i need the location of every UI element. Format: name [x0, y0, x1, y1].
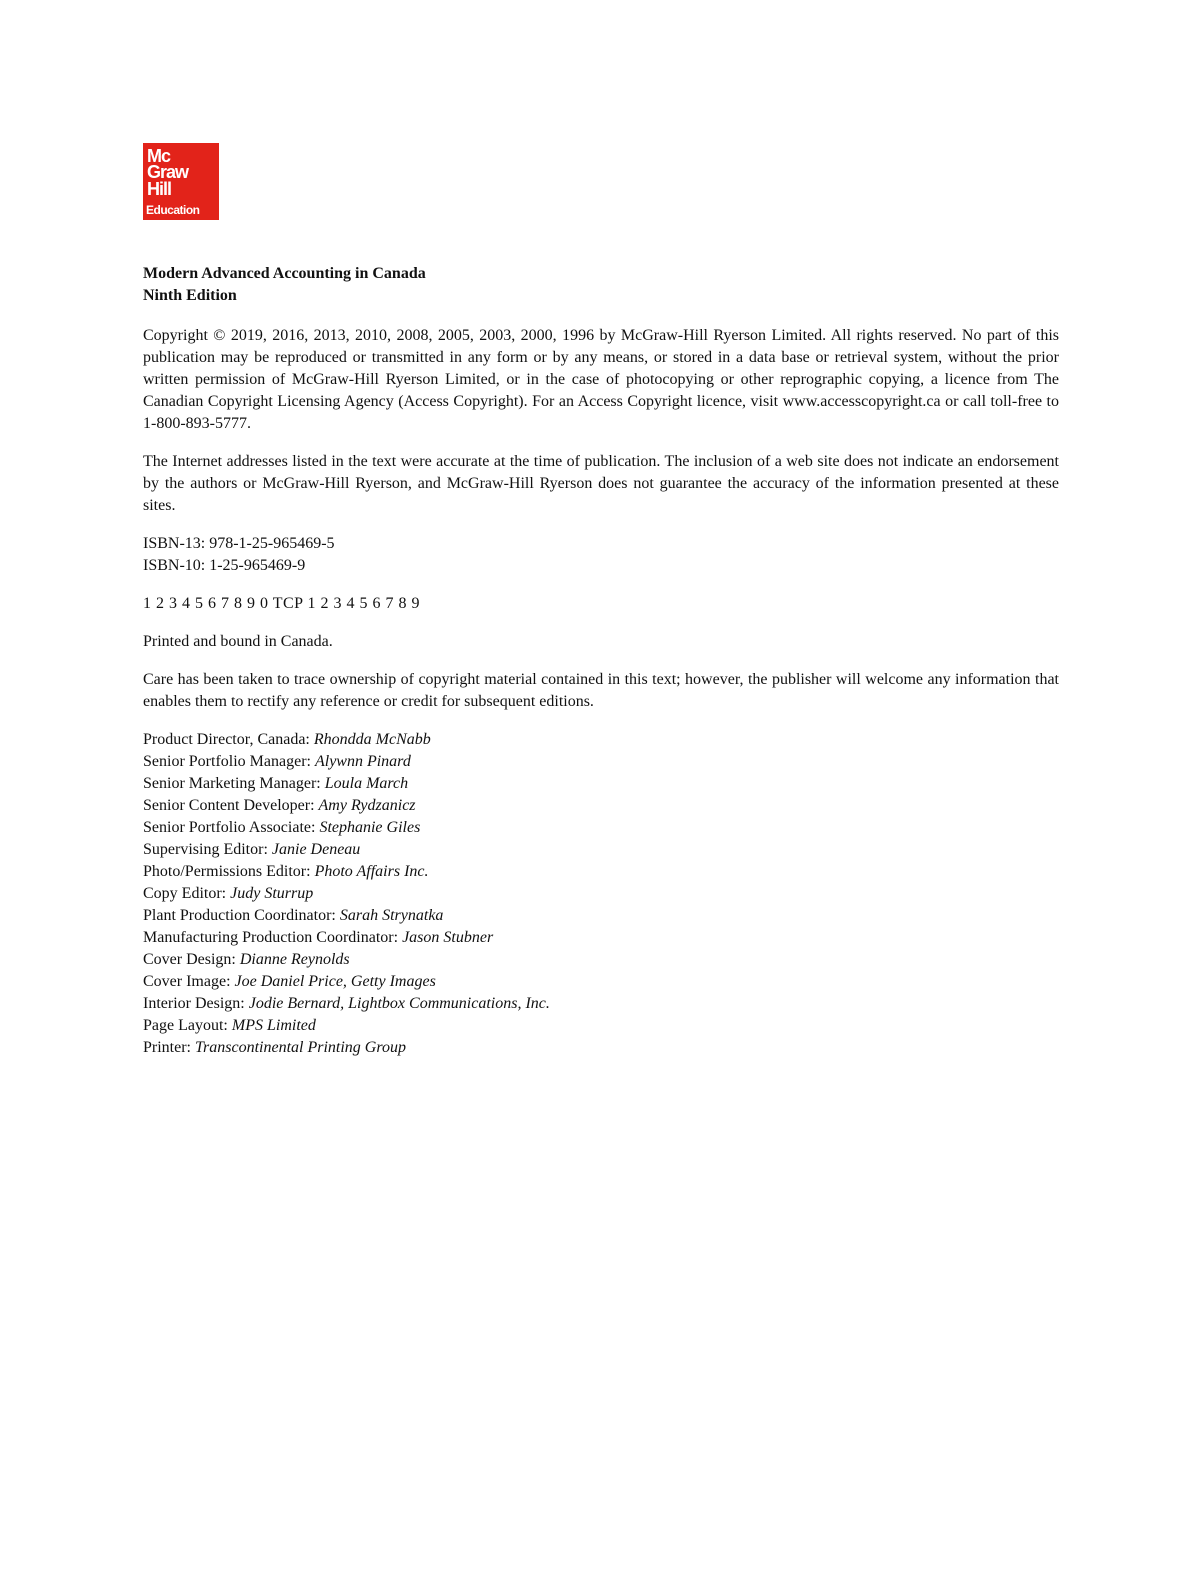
logo-line-3: Hill — [147, 179, 172, 199]
publisher-logo — [143, 143, 219, 220]
credit-role: Cover Design: — [143, 951, 240, 968]
credit-role: Senior Portfolio Manager: — [143, 753, 315, 770]
credit-line — [143, 861, 1059, 883]
credit-line — [143, 817, 1059, 839]
isbn-block — [143, 533, 1059, 577]
credit-line — [143, 1037, 1059, 1059]
credit-line — [143, 751, 1059, 773]
credit-role: Senior Content Developer: — [143, 797, 319, 814]
credit-role: Page Layout: — [143, 1017, 232, 1034]
credit-line — [143, 729, 1059, 751]
credit-role: Copy Editor: — [143, 885, 231, 902]
credit-line — [143, 927, 1059, 949]
credit-line — [143, 839, 1059, 861]
book-edition: Ninth Edition — [143, 287, 237, 304]
logo-line-2: Graw — [147, 162, 189, 182]
credit-name: MPS Limited — [231, 1017, 316, 1034]
credit-name: Joe Daniel Price, Getty Images — [234, 973, 436, 990]
copyright-paragraph: Copyright © 2019, 2016, 2013, 2010, 2008, 2005, 2003, 2000, 1996 by McGraw-Hill Ryerson Limited. All rights reserved. No part of this publication may be reproduced or transmitted in any form or by any means, or stored in a data base or retrieval system, without the prior written permission of McGraw-Hill Ryerson Limited, or in the case of photocopying or other reprographic copying, a licence from The Canadian Copyright Licensing Agency (Access Copyright). For an Access Copyright licence, visit www.accesscopyright.ca or call toll-free to 1-800-893-5777. — [143, 327, 1059, 432]
isbn-10: ISBN-10: 1-25-965469-9 — [143, 557, 306, 574]
credit-line — [143, 949, 1059, 971]
printed-in: Printed and bound in Canada. — [143, 633, 333, 650]
credit-name: Judy Sturrup — [230, 885, 314, 902]
isbn-13: ISBN-13: 978-1-25-965469-5 — [143, 535, 335, 552]
credit-line — [143, 971, 1059, 993]
credit-line — [143, 905, 1059, 927]
credit-name: Sarah Strynatka — [339, 907, 444, 924]
credit-name: Stephanie Giles — [319, 819, 421, 836]
copyright-page — [143, 143, 1059, 1059]
internet-disclaimer-paragraph: The Internet addresses listed in the text were accurate at the time of publication. The inclusion of a web site does not indicate an endorsement by the authors or McGraw-Hill Ryerson, and McGraw-Hill Ryerson does not guarantee the accuracy of the information presented at these sites. — [143, 453, 1059, 514]
credit-line — [143, 883, 1059, 905]
credit-role: Photo/Permissions Editor: — [143, 863, 315, 880]
credit-line — [143, 993, 1059, 1015]
credit-name: Amy Rydzanicz — [318, 797, 416, 814]
credit-name: Jodie Bernard, Lightbox Communications, Inc. — [248, 995, 550, 1012]
credit-role: Plant Production Coordinator: — [143, 907, 340, 924]
credit-name: Transcontinental Printing Group — [195, 1039, 406, 1056]
credit-role: Printer: — [143, 1039, 195, 1056]
credit-name: Jason Stubner — [402, 929, 494, 946]
logo-line-4: Education — [146, 203, 200, 217]
logo-line-1: Mc — [147, 146, 171, 166]
credit-role: Supervising Editor: — [143, 841, 272, 858]
credit-role: Cover Image: — [143, 973, 235, 990]
print-line: 1 2 3 4 5 6 7 8 9 0 TCP 1 2 3 4 5 6 7 8 9 — [143, 595, 420, 612]
book-title-block — [143, 263, 1059, 307]
credit-line — [143, 1015, 1059, 1037]
credit-name: Loula March — [324, 775, 409, 792]
care-paragraph: Care has been taken to trace ownership of copyright material contained in this text; however, the publisher will welcome any information that enables them to rectify any reference or credit for subsequent editions. — [143, 671, 1059, 710]
credit-role: Product Director, Canada: — [143, 731, 314, 748]
credit-line — [143, 795, 1059, 817]
credit-name: Photo Affairs Inc. — [314, 863, 429, 880]
credit-role: Senior Portfolio Associate: — [143, 819, 320, 836]
credit-name: Alywnn Pinard — [314, 753, 411, 770]
credits-list — [143, 729, 1059, 1059]
book-title: Modern Advanced Accounting in Canada — [143, 265, 426, 282]
credit-name: Janie Deneau — [271, 841, 361, 858]
credit-line — [143, 773, 1059, 795]
credit-role: Interior Design: — [143, 995, 249, 1012]
credit-name: Rhondda McNabb — [313, 731, 431, 748]
credit-role: Senior Marketing Manager: — [143, 775, 325, 792]
credit-name: Dianne Reynolds — [239, 951, 350, 968]
credit-role: Manufacturing Production Coordinator: — [143, 929, 403, 946]
